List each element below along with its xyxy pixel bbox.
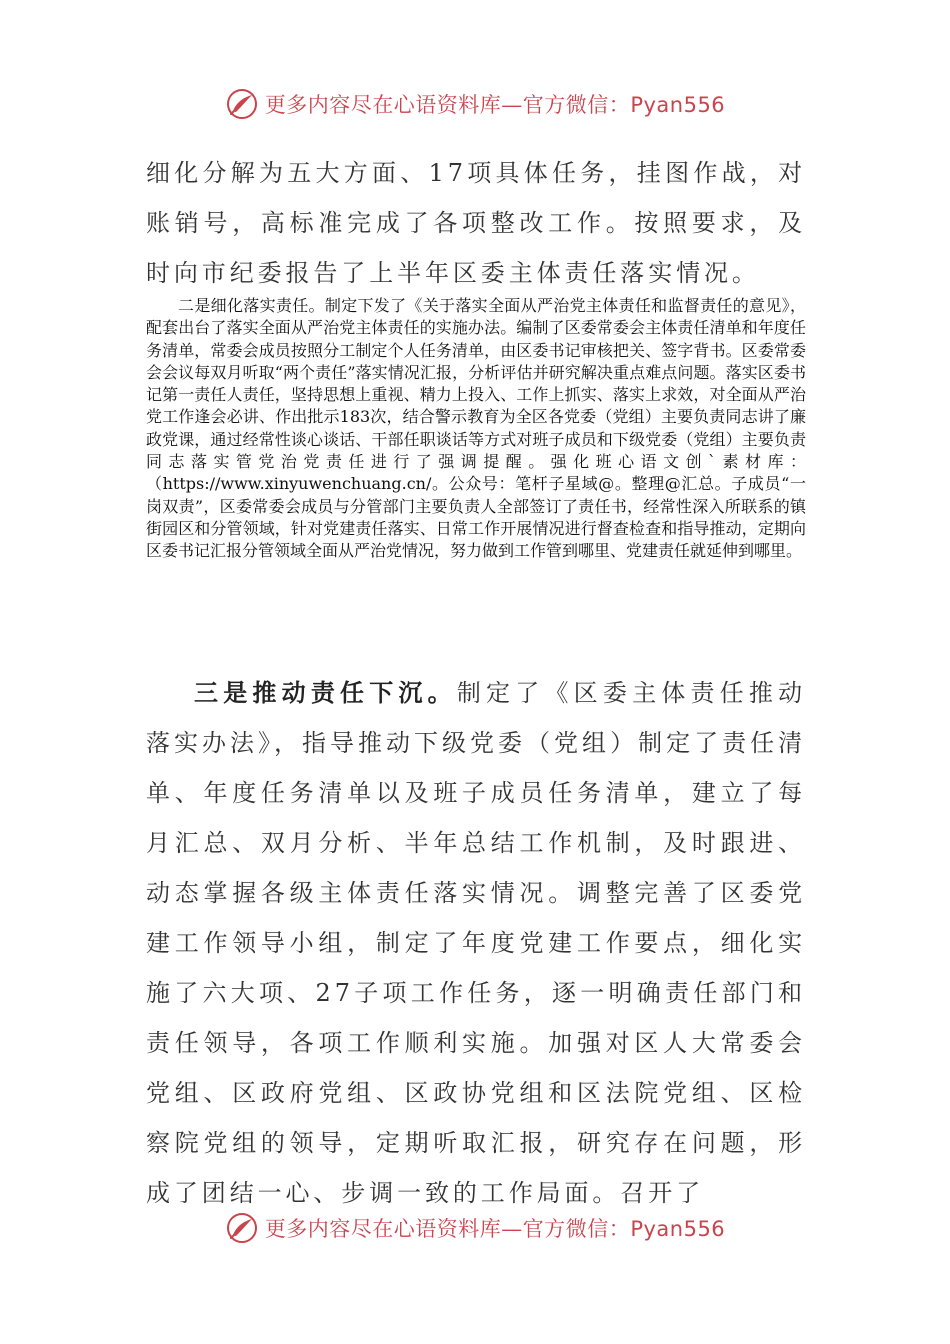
pen-logo-icon	[225, 1211, 259, 1245]
paragraph-section-three	[146, 668, 806, 1218]
paragraph-3-text: 制定了《区委主体责任推动落实办法》，指导推动下级党委（党组）制定了责任清单、年度任务清单以及班子成员任务清单，建立了每月汇总、双月分析、半年总结工作机制，及时跟进、动态掌握各级主体责任落实情况。调整完善了区委党建工作领导小组，制定了年度党建工作要点，细化实施了六大项、27子项工作任务，逐一明确责任部门和责任领导，各项工作顺利实施。加强对区人大常委会党组、区政府党组、区政协党组和区法院党组、区检察院党组的领导，定期听取汇报，研究存在问题，形成了团结一心、步调一致的工作局面。召开了	[146, 679, 806, 1207]
footer-banner	[0, 1208, 950, 1248]
footer-banner-text: 更多内容尽在心语资料库—官方微信：Pyan556	[264, 1217, 726, 1241]
paragraph-2-text: 二是细化落实责任。制定下发了《关于落实全面从严治党主体责任和监督责任的意见》，配套出台了落实全面从严治党主体责任的实施办法。编制了区委常委会主体责任清单和年度任务清单，常委会成员按照分工制定个人任务清单，由区委书记审核把关、签字背书。区委常委会会议每双月听取“两个责任”落实情况汇报，分析评估并研究解决重点难点问题。落实区委书记第一责任人责任，坚持思想上重视、精力上投入、工作上抓实、落实上求效，对全面从严治党工作逢会必讲、作出批示183次，结合警示教育为全区各党委（党组）主要负责同志讲了廉政党课，通过经常性谈心谈话、干部任职谈话等方式对班子成员和下级党委（党组）主要负责同志落实管党治党责任进行了强调提醒。强化班心语文创`素材库：（https://www.xinyuwenchuang.cn/。公众号：笔杆子星域@。整理@汇总。子成员“一岗双责”，区委常委会成员与分管部门主要负责人全部签订了责任书，经常性深入所联系的镇街园区和分管领域，针对党建责任落实、日常工作开展情况进行督查检查和指导推动，定期向区委书记汇报分管领域全面从严治党情况，努力做到工作管到哪里、党建责任就延伸到哪里。	[146, 296, 806, 561]
paragraph-detail	[146, 295, 806, 563]
header-banner	[0, 84, 950, 124]
header-banner-text: 更多内容尽在心语资料库—官方微信：Pyan556	[264, 93, 726, 117]
pen-logo-icon	[225, 87, 259, 121]
paragraph-continuation	[146, 148, 806, 298]
paragraph-1-text: 细化分解为五大方面、17项具体任务，挂图作战，对账销号，高标准完成了各项整改工作。按照要求，及时向市纪委报告了上半年区委主体责任落实情况。	[146, 159, 806, 287]
paragraph-3-lead: 三是推动责任下沉。	[194, 678, 457, 707]
